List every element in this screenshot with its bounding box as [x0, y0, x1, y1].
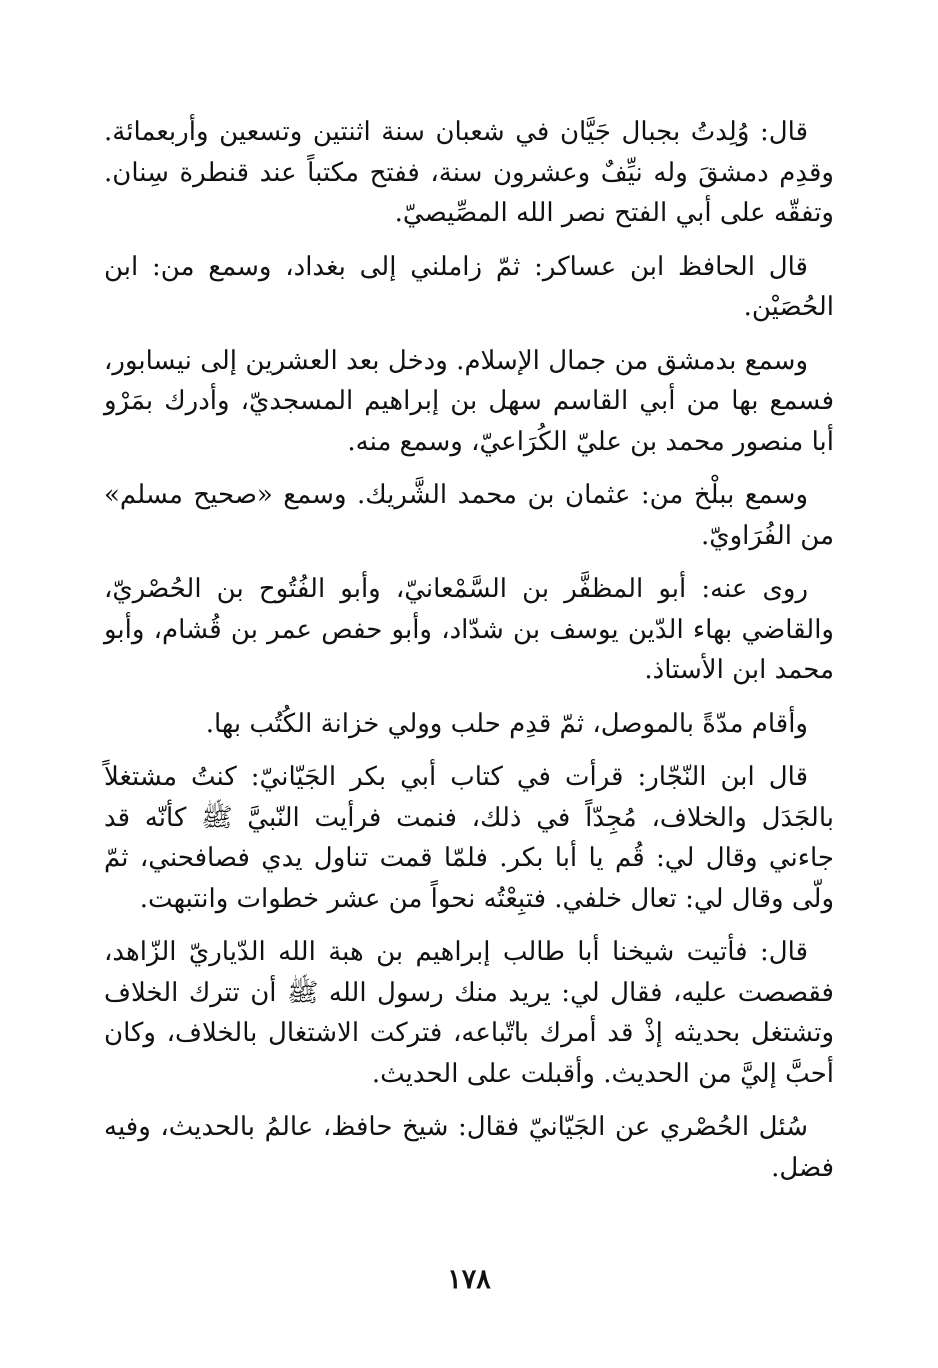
- page-number: ١٧٨: [447, 1264, 491, 1295]
- body-text: [104, 112, 834, 1201]
- paragraph-narrators: روى عنه: أبو المظفَّر بن السَّمْعانيّ، وأبو الفُتُوح بن الحُصْريّ، والقاضي بهاء الدّين يوسف بن شدّاد، وأبو حفص عمر بن قُشام، وأبو محمد ابن الأستاذ.: [104, 574, 834, 685]
- paragraph-balkh: وسمع ببلْخ من: عثمان بن محمد الشَّريك. وسمع «صحيح مسلم» من الفُرَاويّ.: [104, 480, 834, 551]
- paragraph-birth: قال: وُلِدتُ بجبال جَيَّان في شعبان سنة اثنتين وتسعين وأربعمائة. وقدِم دمشقَ وله نيِّفٌ وعشرون سنة، ففتح مكتباً عند قنطرة سِنان. وتفقّه على أبي الفتح نصر الله المصِّيصيّ.: [104, 117, 834, 228]
- paragraph-abu-talib: قال: فأتيت شيخنا أبا طالب إبراهيم بن هبة الله الدّياريّ الزّاهد، فقصصت عليه، فقال لي: يريد منك رسول الله ﷺ أن تترك الخلاف وتشتغل بحديثه إذْ قد أمرك باتّباعه، فتركت الاشتغال بالخلاف، وكان أحبَّ إليَّ من الحديث. وأقبلت على الحديث.: [104, 937, 834, 1089]
- paragraph-ibn-asakir: قال الحافظ ابن عساكر: ثمّ زاملني إلى بغداد، وسمع من: ابن الحُصَيْن.: [104, 251, 834, 322]
- paragraph-ibn-najjar: قال ابن النّجّار: قرأت في كتاب أبي بكر الجَيّانيّ: كنتُ مشتغلاً بالجَدَل والخلاف، مُجِدّاً في ذلك، فنمت فرأيت النّبيَّ ﷺ كأنّه قد جاءني وقال لي: قُم يا أبا بكر. فلمّا قمت تناول يدي فصافحني، ثمّ ولّى وقال لي: تعال خلفي. فتبِعْتُه نحواً من عشر خطوات وانتبهت.: [104, 762, 834, 914]
- paragraph-damascus-nishapur: وسمع بدمشق من جمال الإسلام. ودخل بعد العشرين إلى نيسابور، فسمع بها من أبي القاسم سهل بن إبراهيم المسجديّ، وأدرك بمَرْو أبا منصور محمد بن عليّ الكُرَاعيّ، وسمع منه.: [104, 345, 834, 457]
- paragraph-husri: سُئل الحُصْري عن الجَيّانيّ فقال: شيخ حافظ، عالمُ بالحديث، وفيه فضل.: [104, 1112, 834, 1183]
- paragraph-mosul-aleppo: وأقام مدّةً بالموصل، ثمّ قدِم حلب وولي خزانة الكُتُب بها.: [205, 708, 808, 739]
